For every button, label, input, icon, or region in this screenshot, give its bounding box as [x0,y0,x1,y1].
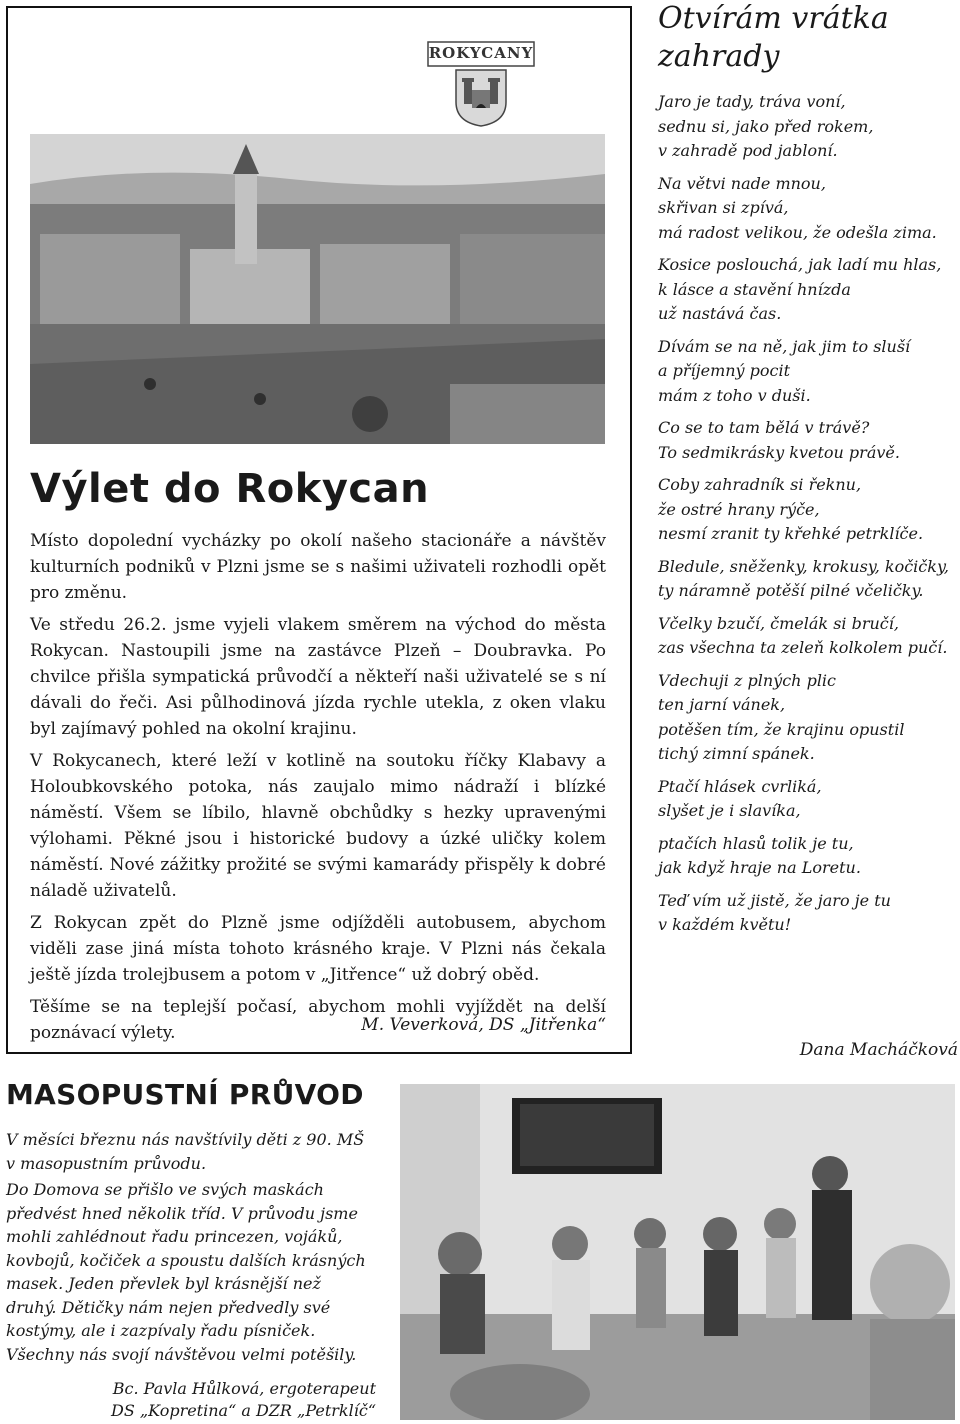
poem-stanza: Včelky bzučí, čmelák si bručí, zas všechna ta zeleň kolkolem pučí. [658,613,948,657]
article-signature: M. Veverková, DS „Jitřenka“ [361,1015,606,1035]
poem-stanza: Vdechuji z plných plic ten jarní vánek, potěšen tím, že krajinu opustil tichý zimní spánek. [658,670,905,763]
poem-body [658,90,958,946]
article-paragraph: V Rokycanech, které leží v kotlině na soutoku říčky Klabavy a Holoubkovského potoka, nás zaujalo mimo nádraží i blízké náměstí. Všem se líbilo, hlavně obchůdky s hezky upravenými výlohami. Pěkné jsou i historické budovy a úzké uličky kolem náměstí. Nové zážitky prožité se svými kamarády přispěly k dobré náladě uživatelů. [30,751,606,901]
carnival-paragraph: Do Domova se přišlo ve svých maskách předvést hned několik tříd. V průvodu jsme mohli zahlédnout řadu princezen, vojáků, kovbojů, kočiček a spoustu dalších krásných masek. Jeden převlek byl krásnější než druhý. Dětičky nám nejen předvedly své kostýmy, ale i zazpívaly řadu písniček. Všechny nás svojí návštěvou velmi potěšily. [6,1180,366,1364]
poem-header [658,0,958,76]
poem-stanza: Kosice poslouchá, jak ladí mu hlas, k lásce a stavění hnízda už nastává čas. [658,255,942,323]
rokycany-coat-of-arms-logo [426,40,536,128]
article-paragraph: Těšíme se na teplejší počasí, abychom mohli vyjíždět na delší poznávací výlety. [30,997,606,1043]
carnival-paragraph: V měsíci březnu nás navštívily děti z 90. MŠ v masopustním průvodu. [6,1130,365,1173]
carnival-signature-line: DS „Kopretina“ a DZR „Petrklíč“ [111,1401,376,1420]
poem-stanza: Coby zahradník si řeknu, že ostré hrany rýče, nesmí zranit ty křehké petrklíče. [658,475,924,543]
poem-stanza: Dívám se na ně, jak jim to sluší a příjemný pocit mám z toho v duši. [658,336,911,405]
article-paragraph: Místo dopolední vycházky po okolí našeho stacionáře a návštěv kulturních podniků v Plzni jsme se s našimi uživateli rozhodli opět pro změnu. [30,531,606,603]
article-title: Výlet do Rokycan [30,466,430,512]
poem-stanza: Na větvi nade mnou, skřivan si zpívá, má radost velikou, že odešla zima. [658,173,937,242]
rokycany-square-photo [30,134,605,444]
poem-stanza: Co se to tam bělá v trávě? To sedmikrásky kvetou právě. [658,418,900,462]
poem-stanza: Teď vím už jistě, že jaro je tu v každém květu! [658,890,891,934]
poem-author: Dana Macháčková [799,1040,958,1060]
carnival-children-photo [400,1084,955,1420]
poem-stanza: Bledule, sněženky, krokusy, kočičky, ty náramně potěší pilné včeličky. [658,556,949,600]
carnival-signature [6,1378,376,1422]
article-paragraph: Ve středu 26.2. jsme vyjeli vlakem směrem na východ do města Rokycan. Nastoupili jsme na zastávce Plzeň – Doubravka. Po chvilce přišla sympatická průvodčí a někteří naši uživatelé se s ní dávali do řeči. Asi půlhodinová jízda rychle utekla, z oken vlaku byl zajímavý pohled na okolní krajinu. [30,615,606,739]
carnival-signature-line: Bc. Pavla Hůlková, ergoterapeut [112,1379,376,1398]
poem-title: Otvírám vrátka zahrady [658,1,889,74]
carnival-title: MASOPUSTNÍ PRŮVOD [6,1078,364,1111]
logo-text: ROKYCANY [428,44,534,62]
article-paragraph: Z Rokycan zpět do Plzně jsme odjížděli autobusem, abychom viděli zase jiná místa tohoto krásného kraje. V Plzni nás čekala ještě jízda trolejbusem a potom v „Jitřence“ už dobrý oběd. [30,913,606,985]
poem-stanza: Ptačí hlásek cvrliká, slyšet je i slavíka, [658,776,822,820]
poem-stanza: Jaro je tady, tráva voní, sednu si, jako před rokem, v zahradě pod jabloní. [658,92,874,160]
article-body [30,528,606,1052]
poem-stanza: ptačích hlasů tolik je tu, jak když hraje na Loretu. [658,833,861,877]
carnival-body [6,1128,376,1369]
